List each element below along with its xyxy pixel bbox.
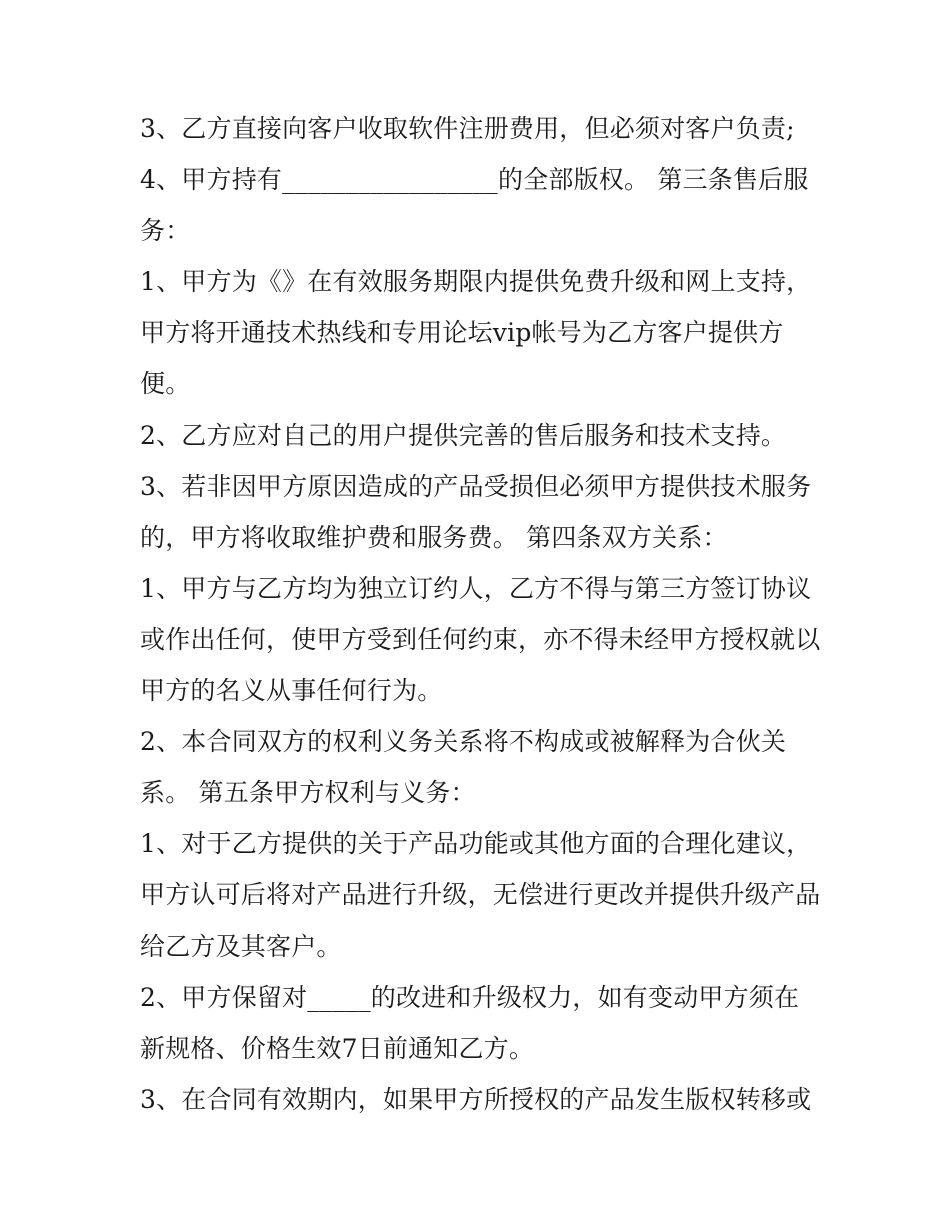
text-line-16: 甲方认可后将对产品进行升级，无偿进行更改并提供升级产品 <box>140 880 821 910</box>
text-line-18: 2、甲方保留对_____的改进和升级权力，如有变动甲方须在 <box>140 982 800 1012</box>
text-line-20: 3、在合同有效期内，如果甲方所授权的产品发生版权转移或 <box>140 1084 812 1114</box>
text-line-5: 甲方将开通技术热线和专用论坛vip帐号为乙方客户提供方 <box>140 318 784 348</box>
text-line-14: 系。 第五条甲方权利与义务： <box>140 778 476 808</box>
text-line-19: 新规格、价格生效7日前通知乙方。 <box>140 1033 535 1063</box>
text-line-1: 3、乙方直接向客户收取软件注册费用，但必须对客户负责; <box>140 114 795 143</box>
text-line-7: 2、乙方应对自己的用户提供完善的售后服务和技术支持。 <box>140 420 787 450</box>
text-line-6: 便。 <box>140 369 191 399</box>
text-line-12: 甲方的名义从事任何行为。 <box>140 676 443 706</box>
text-line-11: 或作出任何，使甲方受到任何约束，亦不得未经甲方授权就以 <box>140 624 821 654</box>
text-line-10: 1、甲方与乙方均为独立订约人，乙方不得与第三方签订协议 <box>140 573 812 603</box>
text-line-2: 4、甲方持有_________________的全部版权。 第三条售后服 <box>140 165 809 195</box>
text-line-17: 给乙方及其客户。 <box>140 931 342 961</box>
text-line-8: 3、若非因甲方原因造成的产品受损但必须甲方提供技术服务 <box>140 471 812 501</box>
text-line-15: 1、对于乙方提供的关于产品功能或其他方面的合理化建议， <box>140 829 812 859</box>
text-line-3: 务： <box>140 216 191 246</box>
text-line-9: 的，甲方将收取维护费和服务费。 第四条双方关系： <box>140 522 728 552</box>
text-line-13: 2、本合同双方的权利义务关系将不构成或被解释为合伙关 <box>140 727 787 757</box>
text-line-4: 1、甲方为《》在有效服务期限内提供免费升级和网上支持， <box>140 267 812 297</box>
document-body <box>140 103 820 1125</box>
